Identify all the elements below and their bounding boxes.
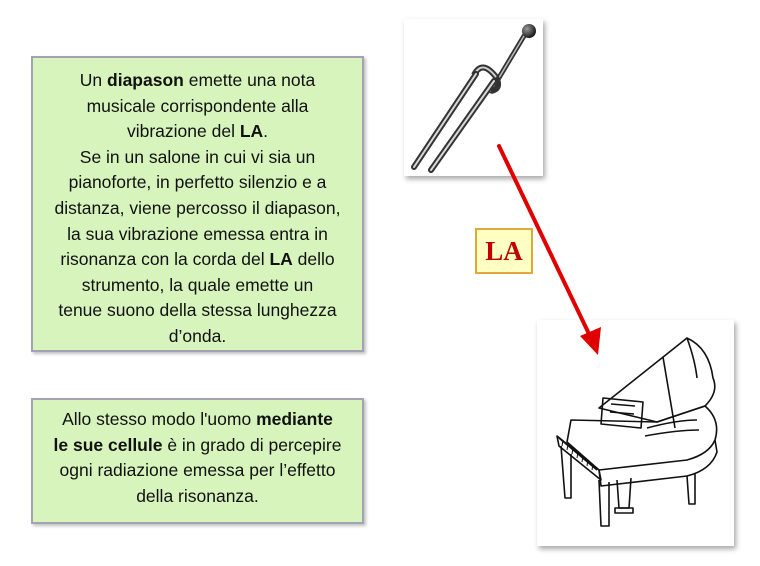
text-run: della risonanza. [136,485,259,506]
text-run: . [263,121,269,142]
text-run: strumento, la quale emette un [81,274,314,295]
la-note-label: LA [475,228,533,274]
text-run: musicale corrispondente alla [86,95,309,116]
bold-text: LA [269,249,293,270]
text-run: Un [79,70,108,90]
text-run: è in grado di percepire [162,434,342,455]
text-run: dello [292,249,335,270]
text-run: tenue suono della stessa lunghezza [58,300,337,321]
text-run: emette una nota [183,70,316,90]
bold-text: diapason [107,70,184,90]
text-run: d’onda. [168,325,227,346]
bold-text: mediante [256,409,333,429]
text-run: Allo stesso modo l'uomo [62,409,257,429]
text-run: pianoforte, in perfetto silenzio e a [68,172,327,193]
bold-text: le sue cellule [53,434,163,455]
text-run: la sua vibrazione emessa entra in [67,223,328,244]
text-run: Se in un salone in cui vi sia un [79,146,316,167]
text-run: distanza, viene percosso il diapason, [54,197,341,218]
text-run: risonanza con la corda del [60,249,270,270]
text-run: ogni radiazione emessa per l’effetto [59,460,336,481]
text-run: vibrazione del [126,121,240,142]
bold-text: LA [239,121,264,142]
